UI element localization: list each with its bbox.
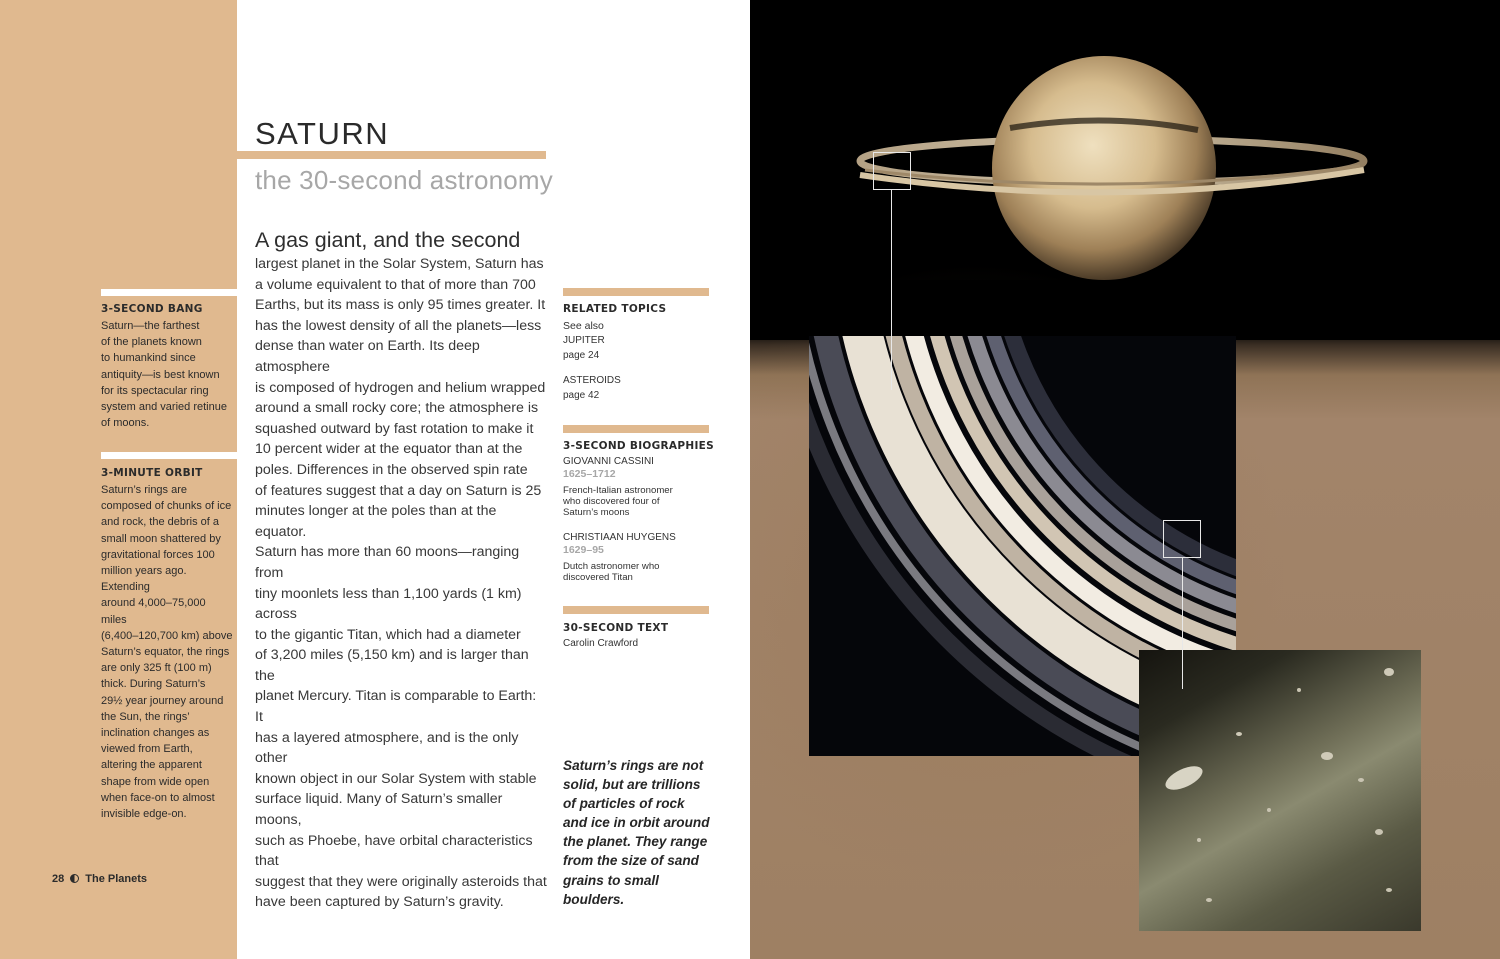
info-rule	[563, 606, 709, 614]
related-topic-jupiter[interactable]: JUPITER	[563, 335, 605, 346]
related-topics-heading: RELATED TOPICS	[563, 303, 667, 315]
saturn-planet-image	[750, 0, 1500, 340]
callout-line	[1182, 557, 1183, 689]
half-moon-icon	[70, 874, 79, 883]
bio-years: 1625–1712	[563, 468, 616, 480]
bio-name: CHRISTIAAN HUYGENS	[563, 532, 676, 543]
info-rule	[563, 288, 709, 296]
biographies-heading: 3-SECOND BIOGRAPHIES	[563, 440, 714, 452]
bio-name: GIOVANNI CASSINI	[563, 456, 654, 467]
bio-description: Dutch astronomer who discovered Titan	[563, 561, 660, 583]
page-subtitle: the 30-second astronomy	[255, 165, 553, 195]
sidebar-rule	[101, 452, 237, 459]
callout-box	[1163, 520, 1201, 558]
related-topic-page: page 24	[563, 350, 600, 361]
author-name: Carolin Crawford	[563, 638, 639, 649]
bang-text: Saturn—the farthest of the planets known to humankind since antiquity—is best known for its spectacular ring system and varied retinue of moons.	[101, 320, 227, 430]
lead-sentence: A gas giant, and the second	[255, 228, 521, 252]
body-text: largest planet in the Solar System, Saturn has a volume equivalent to that of more than 700 Earths, but its mass is only 95 times greater. It has the lowest density of all the planets—less dense than water on Earth. Its deep atmosphere is composed of hydrogen and helium wrapped around a small rocky core; the atmosphere is squashed outward by fast rotation to make it 10 percent wider at the equator than at the poles. Differences in the observed spin rate of features suggest that a day on Saturn is 25 minutes longer at the poles than at the equator. Saturn has more than 60 moons—ranging from tiny moonlets less than 1,100 yards (1 km) across to the gigantic Titan, which had a diameter of 3,200 miles (5,150 km) and is larger than the planet Mercury. Titan is comparable to Earth: It has a layered atmosphere, and is the only other known object in our Solar System with stable surface liquid. Many of Saturn’s smaller moons, such as Phoebe, have orbital characteristics that suggest that they were originally asteroids that have been captured by Saturn’s gravity.	[255, 256, 547, 911]
sidebar-panel	[0, 0, 237, 959]
orbit-text: Saturn’s rings are composed of chunks of ice and rock, the debris of a small moon shattered by gravitational forces 100 million years ago. Extending around 4,000–75,000 miles (6,400–120,700 km) above Saturn’s equator, the rings are only 325 ft (100 m) thick. During Saturn’s 29½ year journey around the Sun, the rings’ inclination changes as viewed from Earth, altering the apparent shape from wide open when face-on to almost invisible edge-on.	[101, 484, 233, 821]
thirty-second-text-heading: 30-SECOND TEXT	[563, 622, 669, 634]
page-title: SATURN	[255, 116, 390, 151]
bio-description: French-Italian astronomer who discovered four of Saturn’s moons	[563, 485, 673, 518]
sidebar-rule	[101, 289, 237, 296]
bio-years: 1629–95	[563, 544, 604, 556]
see-also-label: See also	[563, 320, 604, 332]
image-caption: Saturn’s rings are not solid, but are trillions of particles of rock and ice in orbit around the planet. They range from the size of sand grains to small boulders.	[563, 758, 710, 907]
section-name: The Planets	[85, 873, 147, 885]
title-rule	[237, 151, 546, 159]
info-rule	[563, 425, 709, 433]
bang-heading: 3-SECOND BANG	[101, 303, 203, 315]
related-topic-page: page 42	[563, 390, 600, 401]
orbit-heading: 3-MINUTE ORBIT	[101, 467, 203, 479]
page-number: 28	[52, 873, 65, 885]
ring-particles-image	[1139, 650, 1421, 931]
related-topic-asteroids[interactable]: ASTEROIDS	[563, 375, 621, 386]
callout-box	[873, 152, 911, 190]
page-folio	[52, 873, 147, 885]
callout-line	[891, 189, 892, 390]
